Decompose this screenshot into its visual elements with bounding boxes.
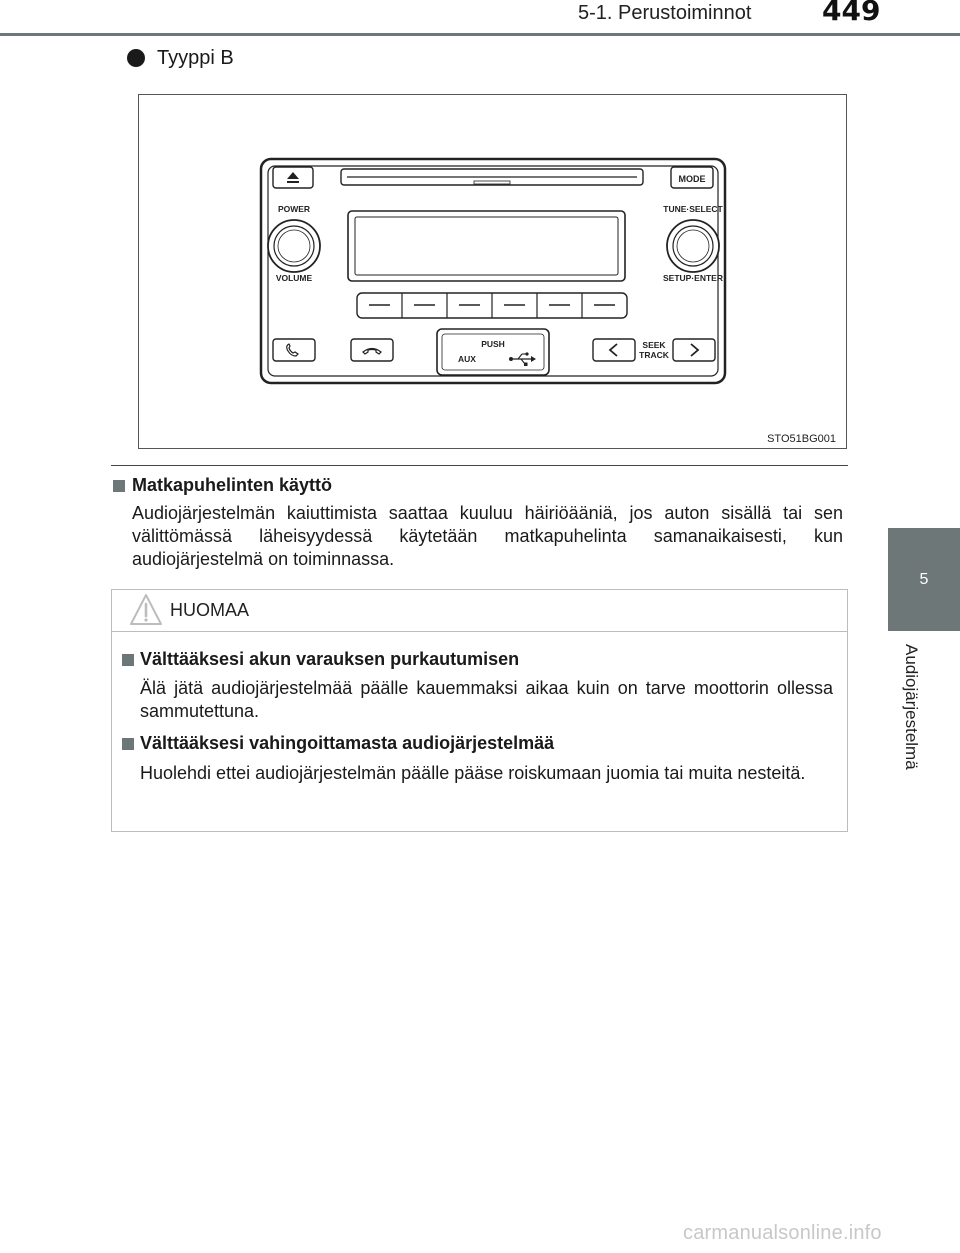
watermark: carmanualsonline.info [683, 1222, 882, 1244]
chapter-title: Audiojärjestelmä [902, 644, 921, 770]
running-header-section: 5-1. Perustoiminnot [578, 2, 752, 24]
warning-triangle-icon [129, 593, 163, 626]
chapter-tab [888, 528, 960, 631]
section-divider [111, 465, 848, 466]
notice-item-heading: Välttääksesi vahingoittamasta audiojärjestelmää [140, 733, 555, 753]
page-number: 449 [822, 0, 881, 27]
notice-box [111, 589, 848, 832]
volume-label: VOLUME [275, 273, 313, 283]
notice-item-heading: Välttääksesi akun varauksen purkautumisen [140, 649, 520, 669]
seek-label: SEEK [642, 340, 666, 350]
square-bullet-icon [122, 738, 134, 750]
track-label: TRACK [639, 350, 669, 360]
audio-unit-illustration [259, 157, 727, 385]
note-text: Audiojärjestelmän kaiuttimista saattaa kuuluu häiriöääniä, jos auton sisällä tai sen välittömässä läheisyydessä käytetään matkapuhelinta samanaikaisesti, kun audiojärjestelmä on toiminnassa. [132, 503, 843, 569]
phone-pickup-button [273, 339, 315, 361]
setup-enter-label: SETUP·ENTER [663, 273, 723, 283]
notice-item-text: Älä jätä audiojärjestelmää päälle kauemmaksi aikaa kuin on tarve moottorin ollessa sammutettuna. [140, 678, 833, 721]
cd-slot [341, 169, 643, 185]
preset-buttons [357, 293, 627, 318]
notice-item-text: Huolehdi ettei audiojärjestelmän päälle pääse roiskumaan juomia tai muita nesteitä. [140, 763, 806, 783]
notice-header-rule [112, 631, 847, 632]
push-label: PUSH [481, 339, 505, 349]
square-bullet-icon [122, 654, 134, 666]
mode-button [671, 167, 713, 188]
audio-unit-figure [138, 94, 847, 449]
phone-hangup-button [351, 339, 393, 361]
power-label: POWER [277, 204, 311, 214]
chapter-number: 5 [919, 570, 929, 588]
aux-label: AUX [458, 354, 476, 364]
aux-usb-cover [437, 329, 549, 375]
mode-label: MODE [678, 174, 706, 184]
tune-select-label: TUNE·SELECT [663, 204, 723, 214]
note-heading: Matkapuhelinten käyttö [132, 475, 333, 495]
seek-forward-button [673, 339, 715, 361]
figure-code: STO51BG001 [767, 433, 836, 445]
chapter-title-vertical [885, 640, 925, 810]
bullet-dot-icon [127, 49, 145, 67]
display-screen [348, 211, 625, 281]
eject-button [273, 167, 313, 188]
header-rule [0, 33, 960, 36]
section-title: Tyyppi B [157, 47, 234, 69]
notice-title: HUOMAA [170, 600, 250, 620]
square-bullet-icon [113, 480, 125, 492]
seek-back-button [593, 339, 635, 361]
